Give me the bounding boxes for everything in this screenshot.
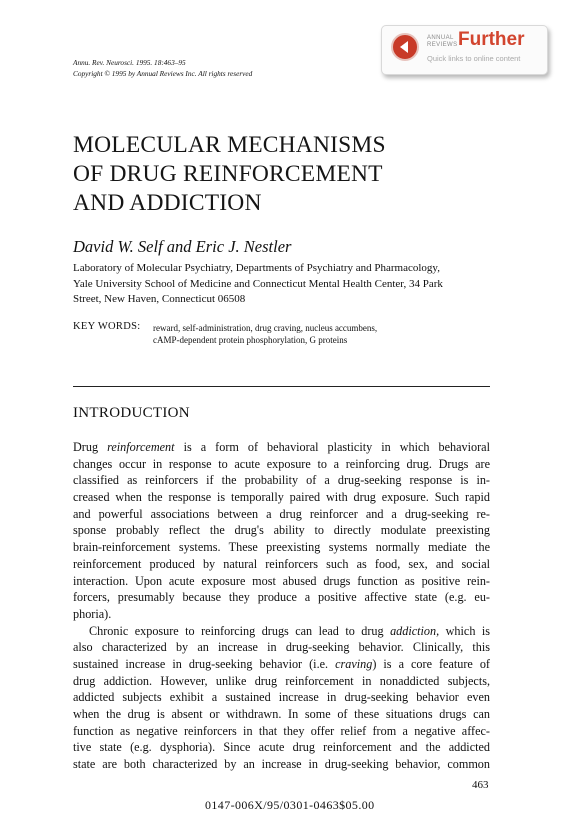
body-line: creased when the response is temporally paired with drug exposure. Such rapid: [73, 490, 490, 505]
body-line: addicted subjects exhibit a sustained increase in drug-seeking behavior even: [73, 690, 490, 705]
badge-further-text: Further: [458, 29, 525, 50]
body-line: state are both characterized by an increase in drug-seeking behavior, common: [73, 757, 490, 772]
body-line: sponse probably reflect the drug's ability to directly modulate preexisting: [73, 523, 490, 538]
keywords-line-2: cAMP-dependent protein phosphorylation, G proteins: [153, 335, 348, 345]
keywords-label: KEY WORDS:: [73, 321, 141, 332]
body-text-run: Drug: [73, 440, 108, 454]
body-line: brain-reinforcement systems. These preexisting systems normally mediate the: [73, 540, 490, 555]
footer-code: 0147-006X/95/0301-0463$05.00: [205, 798, 375, 812]
body-line: function as negative reinforcers in that they offer relief from a negative affec-: [73, 723, 490, 738]
body-line: tive state (e.g. dysphoria). Since acute drug reinforcement and the addicted: [73, 740, 490, 755]
body-line: [73, 656, 490, 673]
body-line: drug addiction. However, unlike drug reinforcement in nonaddicted subjects,: [73, 673, 490, 688]
badge-annual-text: ANNUAL: [427, 35, 454, 41]
badge-reviews-text: REVIEWS: [427, 42, 458, 48]
body-text-run: Chronic exposure to reinforcing drugs can lead to drug: [89, 623, 391, 638]
title-line-1: MOLECULAR MECHANISMS: [73, 132, 386, 158]
term-reinforcement: reinforcement: [107, 440, 175, 454]
body-line: classified as reinforcers if the probability of a drug-seeking response is in-: [73, 473, 490, 488]
title-line-2: OF DRUG REINFORCEMENT: [73, 161, 383, 187]
body-text-run: is a form of behavioral plasticity in which behavioral: [174, 440, 490, 454]
body-text-run: sustained increase in drug-seeking behavior (i.e.: [73, 656, 336, 671]
badge-subtitle: Quick links to online content: [427, 54, 521, 63]
play-arrow-icon: [391, 33, 419, 61]
citation-journal: Annu. Rev. Neurosci. 1995. 18:463–95: [73, 58, 186, 67]
affiliation-line-2: Yale University School of Medicine and Connecticut Mental Health Center, 34 Park: [73, 277, 443, 290]
body-text-run: which is: [439, 623, 490, 638]
body-line: and powerful associations between a drug reinforcer and a drug-seeking re-: [73, 506, 490, 521]
badge-publisher-label: [427, 35, 457, 49]
section-divider: [73, 386, 490, 387]
title-line-3: AND ADDICTION: [73, 190, 262, 216]
article-title: [73, 131, 386, 218]
affiliation-line-1: Laboratory of Molecular Psychiatry, Departments of Psychiatry and Pharmacology,: [73, 262, 440, 274]
section-heading-introduction: INTRODUCTION: [73, 405, 190, 421]
body-line: [73, 439, 490, 456]
body-line: phoria).: [73, 606, 112, 621]
affiliation: [73, 261, 443, 308]
body-line: forcers, presumably because they produce a positive affective state (e.g. eu-: [73, 590, 490, 605]
affiliation-line-3: Street, New Haven, Connecticut 06508: [73, 293, 246, 306]
body-line: reinforcement produced by natural reinforcers such as food, sex, and social: [73, 556, 490, 571]
body-line: also characterized by an increase in drug-seeking behavior. Clinically, this: [73, 640, 490, 655]
body-text-run: ) is a core feature of: [372, 656, 490, 671]
page-number: 463: [472, 779, 489, 791]
body-line: when the drug is absent or withdrawn. In some of these situations drugs can: [73, 707, 490, 721]
annual-reviews-further-badge[interactable]: [381, 25, 548, 75]
term-addiction: addiction,: [390, 623, 440, 638]
body-text: [73, 439, 490, 773]
keywords-list: [153, 322, 377, 346]
body-line: changes occur in response to acute exposure to a reinforcing drug. Drugs are: [73, 456, 490, 471]
body-line: [73, 623, 490, 640]
body-line: interaction. Upon acute exposure most abused drugs function as positive rein-: [73, 573, 490, 588]
term-craving: craving: [335, 656, 373, 671]
keywords-line-1: reward, self-administration, drug craving, nucleus accumbens,: [153, 323, 378, 333]
citation-copyright: Copyright © 1995 by Annual Reviews Inc. All rights reserved: [73, 69, 253, 78]
authors: David W. Self and Eric J. Nestler: [73, 237, 292, 256]
